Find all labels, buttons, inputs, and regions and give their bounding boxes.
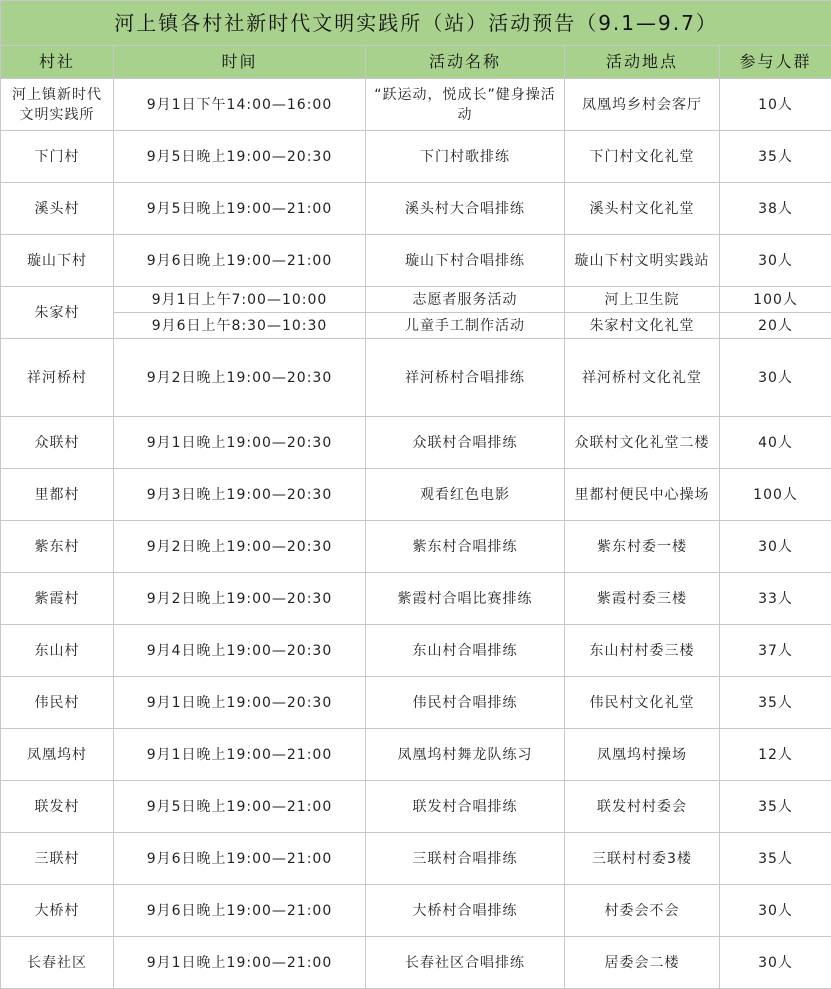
header-location: 活动地点: [565, 46, 720, 79]
cell-time: 9月6日晚上19:00—21:00: [114, 833, 366, 885]
table-row: [1, 469, 831, 521]
table-row: [1, 729, 831, 781]
table-row: [1, 131, 831, 183]
table-row: [1, 417, 831, 469]
cell-time: 9月1日上午7:00—10:00: [114, 287, 366, 313]
cell-location: 溪头村文化礼堂: [565, 183, 720, 235]
cell-activity: 众联村合唱排练: [366, 417, 565, 469]
table-row: [1, 235, 831, 287]
cell-village: 长春社区: [1, 937, 114, 989]
cell-village: 联发村: [1, 781, 114, 833]
header-time: 时间: [114, 46, 366, 79]
cell-location: 东山村村委三楼: [565, 625, 720, 677]
cell-time: 9月4日晚上19:00—20:30: [114, 625, 366, 677]
cell-people: 20人: [720, 313, 831, 339]
cell-people: 33人: [720, 573, 831, 625]
cell-village: 紫东村: [1, 521, 114, 573]
table-row: [1, 885, 831, 937]
cell-village: 三联村: [1, 833, 114, 885]
table-row: [1, 521, 831, 573]
cell-village: 下门村: [1, 131, 114, 183]
cell-village: 祥河桥村: [1, 339, 114, 417]
cell-time: 9月1日晚上19:00—21:00: [114, 729, 366, 781]
table-row: [1, 625, 831, 677]
cell-location: 祥河桥村文化礼堂: [565, 339, 720, 417]
header-people: 参与人群: [720, 46, 831, 79]
header-activity: 活动名称: [366, 46, 565, 79]
table-row: [1, 339, 831, 417]
table-row: [1, 937, 831, 989]
table-title: 河上镇各村社新时代文明实践所（站）活动预告（9.1—9.7）: [1, 1, 831, 46]
cell-activity: 大桥村合唱排练: [366, 885, 565, 937]
cell-activity: 联发村合唱排练: [366, 781, 565, 833]
cell-activity: 伟民村合唱排练: [366, 677, 565, 729]
cell-activity: 三联村合唱排练: [366, 833, 565, 885]
cell-activity: 璇山下村合唱排练: [366, 235, 565, 287]
cell-time: 9月2日晚上19:00—20:30: [114, 339, 366, 417]
cell-people: 30人: [720, 885, 831, 937]
cell-location: 朱家村文化礼堂: [565, 313, 720, 339]
cell-village: 紫霞村: [1, 573, 114, 625]
cell-people: 35人: [720, 781, 831, 833]
cell-location: 里都村便民中心操场: [565, 469, 720, 521]
cell-people: 38人: [720, 183, 831, 235]
cell-location: 璇山下村文明实践站: [565, 235, 720, 287]
header-village: 村社: [1, 46, 114, 79]
cell-activity: 紫东村合唱排练: [366, 521, 565, 573]
cell-activity: 紫霞村合唱比赛排练: [366, 573, 565, 625]
cell-activity: 志愿者服务活动: [366, 287, 565, 313]
cell-activity: 凤凰坞村舞龙队练习: [366, 729, 565, 781]
cell-people: 35人: [720, 677, 831, 729]
cell-activity: “跃运动，悦成长”健身操活动: [366, 79, 565, 131]
cell-time: 9月6日晚上19:00—21:00: [114, 885, 366, 937]
cell-people: 10人: [720, 79, 831, 131]
cell-time: 9月2日晚上19:00—20:30: [114, 573, 366, 625]
cell-location: 伟民村文化礼堂: [565, 677, 720, 729]
cell-activity: 儿童手工制作活动: [366, 313, 565, 339]
cell-location: 凤凰坞乡村会客厅: [565, 79, 720, 131]
cell-village: 大桥村: [1, 885, 114, 937]
cell-village: 伟民村: [1, 677, 114, 729]
cell-location: 紫霞村委三楼: [565, 573, 720, 625]
cell-village: 朱家村: [1, 287, 114, 339]
cell-village: 璇山下村: [1, 235, 114, 287]
cell-location: 居委会二楼: [565, 937, 720, 989]
cell-activity: 祥河桥村合唱排练: [366, 339, 565, 417]
table-row: [1, 79, 831, 131]
cell-village: 溪头村: [1, 183, 114, 235]
cell-location: 村委会不会: [565, 885, 720, 937]
table-row: [1, 287, 831, 313]
cell-time: 9月6日上午8:30—10:30: [114, 313, 366, 339]
cell-time: 9月2日晚上19:00—20:30: [114, 521, 366, 573]
cell-activity: 长春社区合唱排练: [366, 937, 565, 989]
cell-time: 9月1日晚上19:00—21:00: [114, 937, 366, 989]
cell-village: 众联村: [1, 417, 114, 469]
table-row: [1, 833, 831, 885]
cell-people: 30人: [720, 339, 831, 417]
cell-location: 河上卫生院: [565, 287, 720, 313]
cell-time: 9月1日下午14:00—16:00: [114, 79, 366, 131]
cell-people: 35人: [720, 131, 831, 183]
cell-village: 东山村: [1, 625, 114, 677]
cell-activity: 东山村合唱排练: [366, 625, 565, 677]
cell-village: 里都村: [1, 469, 114, 521]
cell-people: 30人: [720, 235, 831, 287]
cell-village: 凤凰坞村: [1, 729, 114, 781]
cell-activity: 观看红色电影: [366, 469, 565, 521]
table-row: [1, 677, 831, 729]
cell-people: 12人: [720, 729, 831, 781]
cell-location: 凤凰坞村操场: [565, 729, 720, 781]
cell-people: 30人: [720, 937, 831, 989]
cell-time: 9月1日晚上19:00—20:30: [114, 417, 366, 469]
cell-people: 37人: [720, 625, 831, 677]
cell-people: 35人: [720, 833, 831, 885]
cell-location: 紫东村委一楼: [565, 521, 720, 573]
cell-time: 9月5日晚上19:00—21:00: [114, 183, 366, 235]
cell-location: 联发村村委会: [565, 781, 720, 833]
table-row: [1, 313, 831, 339]
cell-people: 100人: [720, 469, 831, 521]
cell-time: 9月5日晚上19:00—21:00: [114, 781, 366, 833]
cell-people: 40人: [720, 417, 831, 469]
cell-people: 30人: [720, 521, 831, 573]
table-row: [1, 781, 831, 833]
cell-location: 三联村村委3楼: [565, 833, 720, 885]
cell-time: 9月5日晚上19:00—20:30: [114, 131, 366, 183]
cell-people: 100人: [720, 287, 831, 313]
table-row: [1, 183, 831, 235]
cell-time: 9月3日晚上19:00—20:30: [114, 469, 366, 521]
cell-village: 河上镇新时代文明实践所: [1, 79, 114, 131]
table-row: [1, 573, 831, 625]
cell-time: 9月1日晚上19:00—20:30: [114, 677, 366, 729]
cell-location: 众联村文化礼堂二楼: [565, 417, 720, 469]
cell-activity: 下门村歌排练: [366, 131, 565, 183]
cell-time: 9月6日晚上19:00—21:00: [114, 235, 366, 287]
cell-location: 下门村文化礼堂: [565, 131, 720, 183]
cell-activity: 溪头村大合唱排练: [366, 183, 565, 235]
